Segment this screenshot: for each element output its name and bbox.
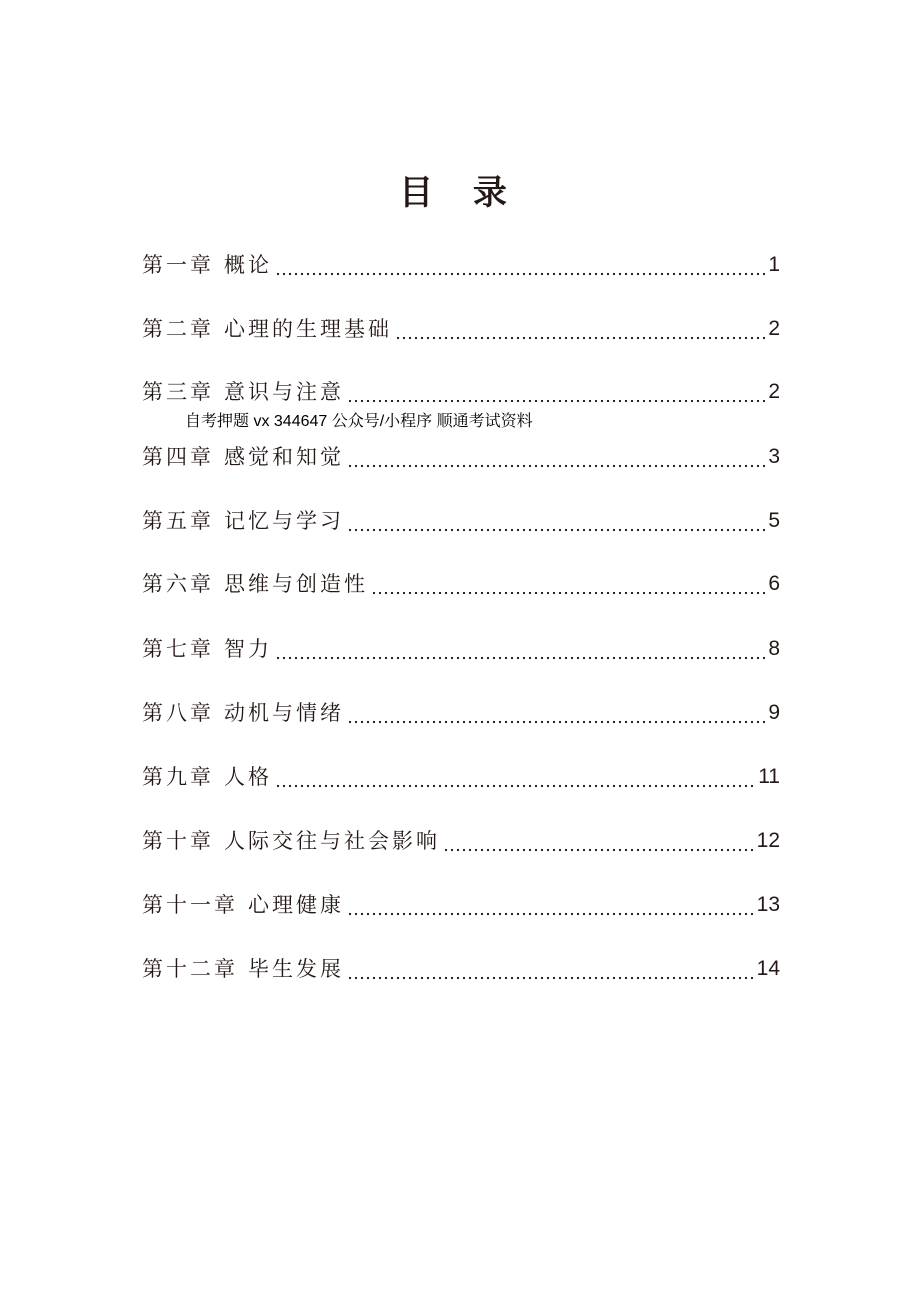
toc-entry[interactable] <box>142 250 780 280</box>
toc-chapter-number: 第八章 <box>142 701 214 725</box>
toc-entry[interactable] <box>142 698 780 728</box>
toc-chapter-title: 心理的生理基础 <box>224 317 392 341</box>
watermark-text: 自考押题 vx 344647 公众号/小程序 顺通考试资料 <box>185 413 533 430</box>
toc-chapter-title: 思维与创造性 <box>224 572 368 596</box>
toc-dot-leader <box>443 826 754 856</box>
toc-dot-leader <box>347 954 754 984</box>
toc-entry[interactable] <box>142 634 780 664</box>
toc-chapter-title: 毕生发展 <box>248 957 344 981</box>
toc-chapter-title: 概论 <box>224 253 272 277</box>
toc-dot-leader <box>371 569 765 599</box>
toc-page-number: 1 <box>768 253 780 276</box>
toc-dot-leader <box>347 890 754 920</box>
toc-page-number: 12 <box>756 829 780 852</box>
toc-chapter-number: 第二章 <box>142 317 214 341</box>
toc-chapter-title: 心理健康 <box>248 893 344 917</box>
toc-page-number: 2 <box>768 317 780 340</box>
toc-entry[interactable] <box>142 377 780 407</box>
toc-dot-leader <box>395 314 765 344</box>
toc-page-number: 6 <box>768 572 780 595</box>
toc-page-number: 5 <box>768 509 780 532</box>
toc-chapter-number: 第五章 <box>142 509 214 533</box>
toc-dot-leader <box>275 250 765 280</box>
toc-chapter-number: 第六章 <box>142 572 214 596</box>
toc-entry[interactable] <box>142 569 780 599</box>
toc-chapter-number: 第十二章 <box>142 957 238 981</box>
toc-dot-leader <box>347 377 765 407</box>
toc-page-number: 2 <box>768 380 780 403</box>
toc-chapter-number: 第七章 <box>142 637 214 661</box>
toc-dot-leader <box>347 506 765 536</box>
toc-dot-leader <box>275 634 765 664</box>
toc-entry[interactable] <box>142 442 780 472</box>
toc-dot-leader <box>347 442 765 472</box>
toc-chapter-title: 动机与情绪 <box>224 701 344 725</box>
toc-entry[interactable] <box>142 506 780 536</box>
toc-chapter-number: 第三章 <box>142 380 214 404</box>
toc-chapter-number: 第九章 <box>142 765 214 789</box>
toc-chapter-title: 记忆与学习 <box>224 509 344 533</box>
toc-chapter-number: 第一章 <box>142 253 214 277</box>
toc-page-number: 3 <box>768 445 780 468</box>
toc-entry[interactable] <box>142 890 780 920</box>
page-title: 目 录 <box>399 173 521 213</box>
toc-page-number: 11 <box>758 765 780 788</box>
toc-dot-leader <box>347 698 765 728</box>
toc-chapter-title: 感觉和知觉 <box>224 445 344 469</box>
toc-chapter-title: 人际交往与社会影响 <box>224 829 440 853</box>
toc-entry[interactable] <box>142 762 780 792</box>
toc-entry[interactable] <box>142 954 780 984</box>
toc-chapter-title: 智力 <box>224 637 272 661</box>
toc-entry[interactable] <box>142 314 780 344</box>
toc-page-number: 13 <box>756 893 780 916</box>
toc-chapter-number: 第十章 <box>142 829 214 853</box>
toc-page-number: 9 <box>768 701 780 724</box>
toc-page-number: 14 <box>756 957 780 980</box>
toc-chapter-title: 人格 <box>224 765 272 789</box>
toc-chapter-number: 第四章 <box>142 445 214 469</box>
toc-entry[interactable] <box>142 826 780 856</box>
toc-chapter-number: 第十一章 <box>142 893 238 917</box>
toc-chapter-title: 意识与注意 <box>224 380 344 404</box>
toc-page-number: 8 <box>768 637 780 660</box>
toc-dot-leader <box>275 762 755 792</box>
